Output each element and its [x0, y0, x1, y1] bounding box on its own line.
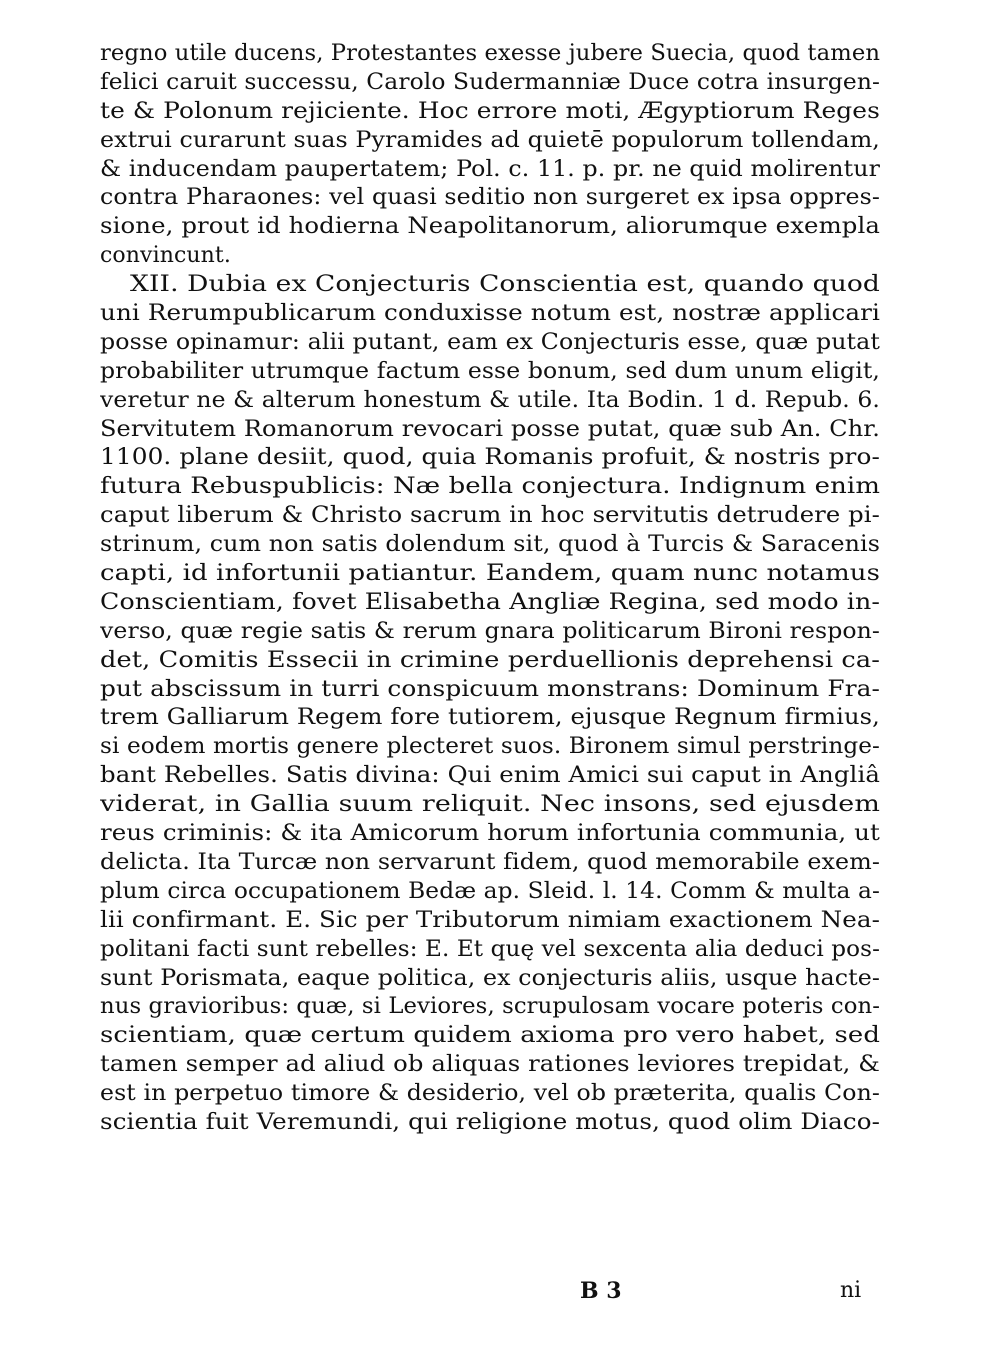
- text-line: viderat, in Gallia suum reliquit. Nec insons, sed ejusdem: [100, 792, 880, 818]
- text-line: contra Pharaones: vel quasi seditio non surgeret ex ipsa oppres-: [100, 185, 880, 211]
- text-line: scientiam, quæ certum quidem axioma pro vero habet, sed: [100, 1023, 880, 1049]
- text-line: tamen semper ad aliud ob aliquas rationes leviores trepidat, &: [100, 1052, 880, 1078]
- page-footer: [0, 1276, 1000, 1306]
- text-line: put abscissum in turri conspicuum monstrans: Dominum Fra-: [100, 676, 880, 702]
- text-body: [100, 40, 880, 1138]
- text-line: strinum, cum non satis dolendum sit, quod à Turcis & Saracenis: [100, 532, 880, 558]
- text-line: est in perpetuo timore & desiderio, vel ob præterita, qualis Con-: [100, 1081, 880, 1107]
- signature-mark: B 3: [580, 1278, 622, 1304]
- text-line: scientia fuit Veremundi, qui religione motus, quod olim Diaco-: [100, 1109, 880, 1135]
- text-line: trem Galliarum Regem fore tutiorem, ejusque Regnum firmius,: [100, 705, 880, 731]
- text-line: veretur ne & alterum honestum & utile. Ita Bodin. 1 d. Repub. 6.: [100, 387, 880, 413]
- text-line: 1100. plane desiit, quod, quia Romanis profuit, & nostris pro-: [100, 445, 880, 471]
- text-line: futura Rebuspublicis: Næ bella conjectura. Indignum enim: [100, 474, 880, 500]
- text-line: bant Rebelles. Satis divina: Qui enim Amici sui caput in Angliâ: [100, 763, 880, 789]
- catchword: ni: [840, 1278, 862, 1303]
- text-line: regno utile ducens, Protestantes exesse jubere Suecia, quod tamen: [100, 41, 880, 66]
- text-line: uni Rerumpublicarum conduxisse notum est, nostræ applicari: [100, 301, 880, 327]
- text-line: capti, id infortunii patiantur. Eandem, quam nunc notamus: [100, 561, 880, 587]
- text-line: convincunt.: [100, 243, 231, 269]
- text-line: posse opinamur: alii putant, eam ex Conjecturis esse, quæ putat: [100, 329, 880, 355]
- text-line: caput liberum & Christo sacrum in hoc servitutis detrudere pi-: [100, 503, 880, 529]
- text-line: politani facti sunt rebelles: E. Et quę vel sexcenta alia deduci pos-: [100, 936, 880, 962]
- text-line: XII. Dubia ex Conjecturis Conscientia est, quando quod: [130, 272, 880, 298]
- text-line: te & Polonum rejiciente. Hoc errore moti, Ægyptiorum Reges: [100, 98, 880, 124]
- text-line: extrui curarunt suas Pyramides ad quietē populorum tollendam,: [100, 127, 880, 153]
- text-line: nus gravioribus: quæ, si Leviores, scrupulosam vocare poteris con-: [100, 994, 880, 1020]
- text-line: delicta. Ita Turcæ non servarunt fidem, quod memorabile exem-: [100, 849, 880, 875]
- text-line: lii confirmant. E. Sic per Tributorum nimiam exactionem Nea-: [100, 907, 880, 933]
- text-line: probabiliter utrumque factum esse bonum, sed dum unum eligit,: [100, 358, 880, 384]
- text-line: felici caruit successu, Carolo Sudermanniæ Duce cotra insurgen-: [100, 69, 880, 95]
- text-line: & inducendam paupertatem; Pol. c. 11. p. pr. ne quid molirentur: [100, 156, 880, 182]
- text-line: si eodem mortis genere plecteret suos. Bironem simul perstringe-: [100, 734, 880, 760]
- text-line: plum circa occupationem Bedæ ap. Sleid. l. 14. Comm & multa a-: [100, 878, 880, 904]
- text-line: reus criminis: & ita Amicorum horum infortunia communia, ut: [100, 821, 880, 847]
- text-line: sunt Porismata, eaque politica, ex conjecturis aliis, usque hacte-: [100, 965, 880, 991]
- text-line: Servitutem Romanorum revocari posse putat, quæ sub An. Chr.: [100, 416, 880, 442]
- text-line: det, Comitis Essecii in crimine perduellionis deprehensi ca-: [100, 647, 880, 673]
- text-line: sione, prout id hodierna Neapolitanorum, aliorumque exempla: [100, 214, 880, 240]
- text-line: verso, quæ regie satis & rerum gnara politicarum Bironi respon-: [100, 618, 880, 644]
- text-line: Conscientiam, fovet Elisabetha Angliæ Regina, sed modo in-: [100, 589, 880, 615]
